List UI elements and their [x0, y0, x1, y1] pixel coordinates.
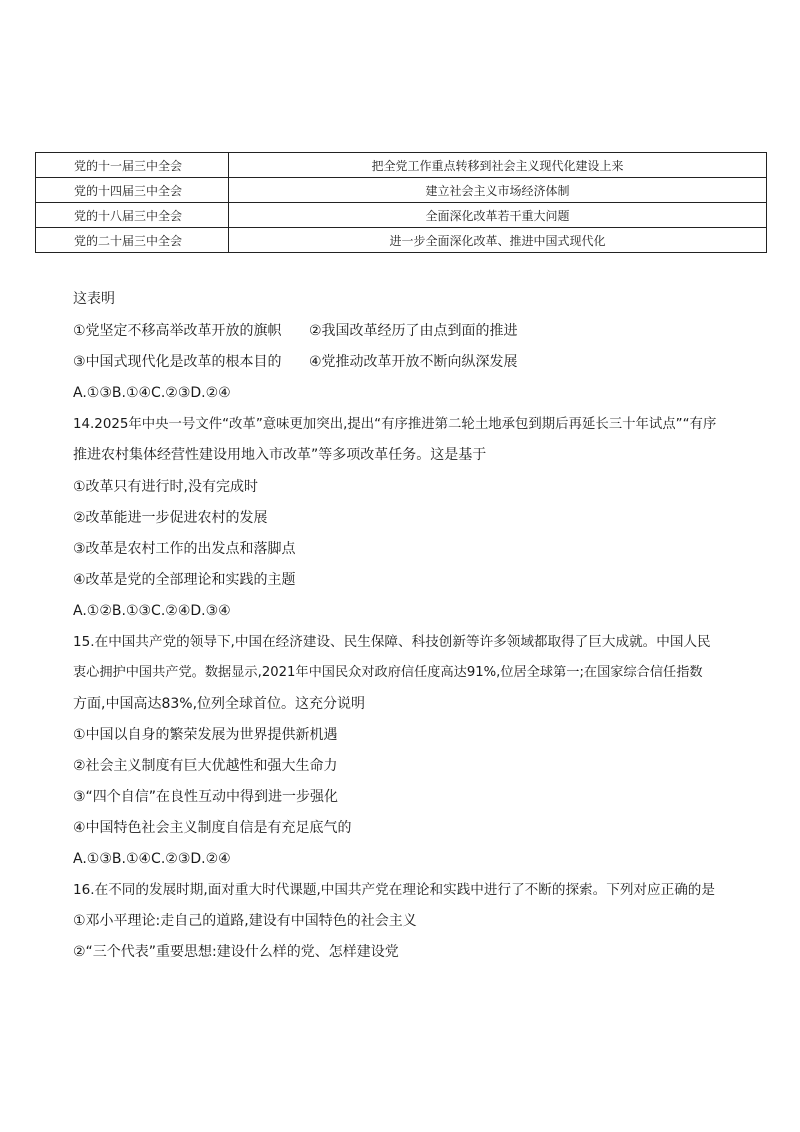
q15-option-2: ②社会主义制度有巨大优越性和强大生命力 [73, 758, 338, 774]
q16-stem: 16.在不同的发展时期,面对重大时代课题,中国共产党在理论和实践中进行了不断的探索。下列对应正确的是 [73, 882, 715, 898]
q14-answer-choices: A.①②B.①③C.②④D.③④ [73, 603, 231, 619]
plenary-session-table [35, 152, 767, 253]
q13-option-2: ②我国改革经历了由点到面的推进 [309, 323, 518, 339]
q15-stem-line: 15.在中国共产党的领导下,中国在经济建设、民生保障、科技创新等许多领域都取得了巨大成就。中国人民 [73, 634, 711, 650]
content-cell: 进一步全面深化改革、推进中国式现代化 [229, 228, 767, 253]
q13-option-1: ①党坚定不移高举改革开放的旗帜 [73, 323, 282, 339]
q13-option-row [73, 321, 518, 341]
q14-option-4: ④改革是党的全部理论和实践的主题 [73, 572, 296, 588]
q14-option-2: ②改革能进一步促进农村的发展 [73, 510, 268, 526]
q14-stem-line: 推进农村集体经营性建设用地入市改革”等多项改革任务。这是基于 [73, 447, 487, 463]
q15-option-1: ①中国以自身的繁荣发展为世界提供新机遇 [73, 727, 338, 743]
session-cell: 党的十一届三中全会 [36, 153, 229, 178]
q13-stem: 这表明 [73, 291, 115, 307]
q15-option-4: ④中国特色社会主义制度自信是有充足底气的 [73, 820, 352, 836]
table-row [36, 153, 767, 178]
q13-option-4: ④党推动改革开放不断向纵深发展 [309, 354, 518, 370]
q15-stem-line: 衷心拥护中国共产党。数据显示,2021年中国民众对政府信任度高达91%,位居全球第一;在国家综合信任指数 [73, 665, 703, 680]
session-cell: 党的十四届三中全会 [36, 178, 229, 203]
q14-option-3: ③改革是农村工作的出发点和落脚点 [73, 541, 296, 557]
content-cell: 把全党工作重点转移到社会主义现代化建设上来 [229, 153, 767, 178]
table-row [36, 178, 767, 203]
q15-option-3: ③“四个自信”在良性互动中得到进一步强化 [73, 789, 339, 805]
content-cell: 全面深化改革若干重大问题 [229, 203, 767, 228]
content-cell: 建立社会主义市场经济体制 [229, 178, 767, 203]
session-cell: 党的二十届三中全会 [36, 228, 229, 253]
q13-answer-choices: A.①③B.①④C.②③D.②④ [73, 385, 231, 401]
q16-option-1: ①邓小平理论:走自己的道路,建设有中国特色的社会主义 [73, 913, 417, 929]
session-cell: 党的十八届三中全会 [36, 203, 229, 228]
table-row [36, 228, 767, 253]
q13-option-row [73, 352, 518, 372]
q13-option-3: ③中国式现代化是改革的根本目的 [73, 354, 282, 370]
table-row [36, 203, 767, 228]
q16-option-2: ②“三个代表”重要思想:建设什么样的党、怎样建设党 [73, 944, 399, 960]
q15-answer-choices: A.①③B.①④C.②③D.②④ [73, 851, 231, 867]
q14-stem-line: 14.2025年中央一号文件“改革”意味更加突出,提出“有序推进第二轮土地承包到期后再延长三十年试点”“有序 [73, 417, 717, 432]
q14-option-1: ①改革只有进行时,没有完成时 [73, 479, 259, 495]
q15-stem-line: 方面,中国高达83%,位列全球首位。这充分说明 [73, 696, 366, 712]
